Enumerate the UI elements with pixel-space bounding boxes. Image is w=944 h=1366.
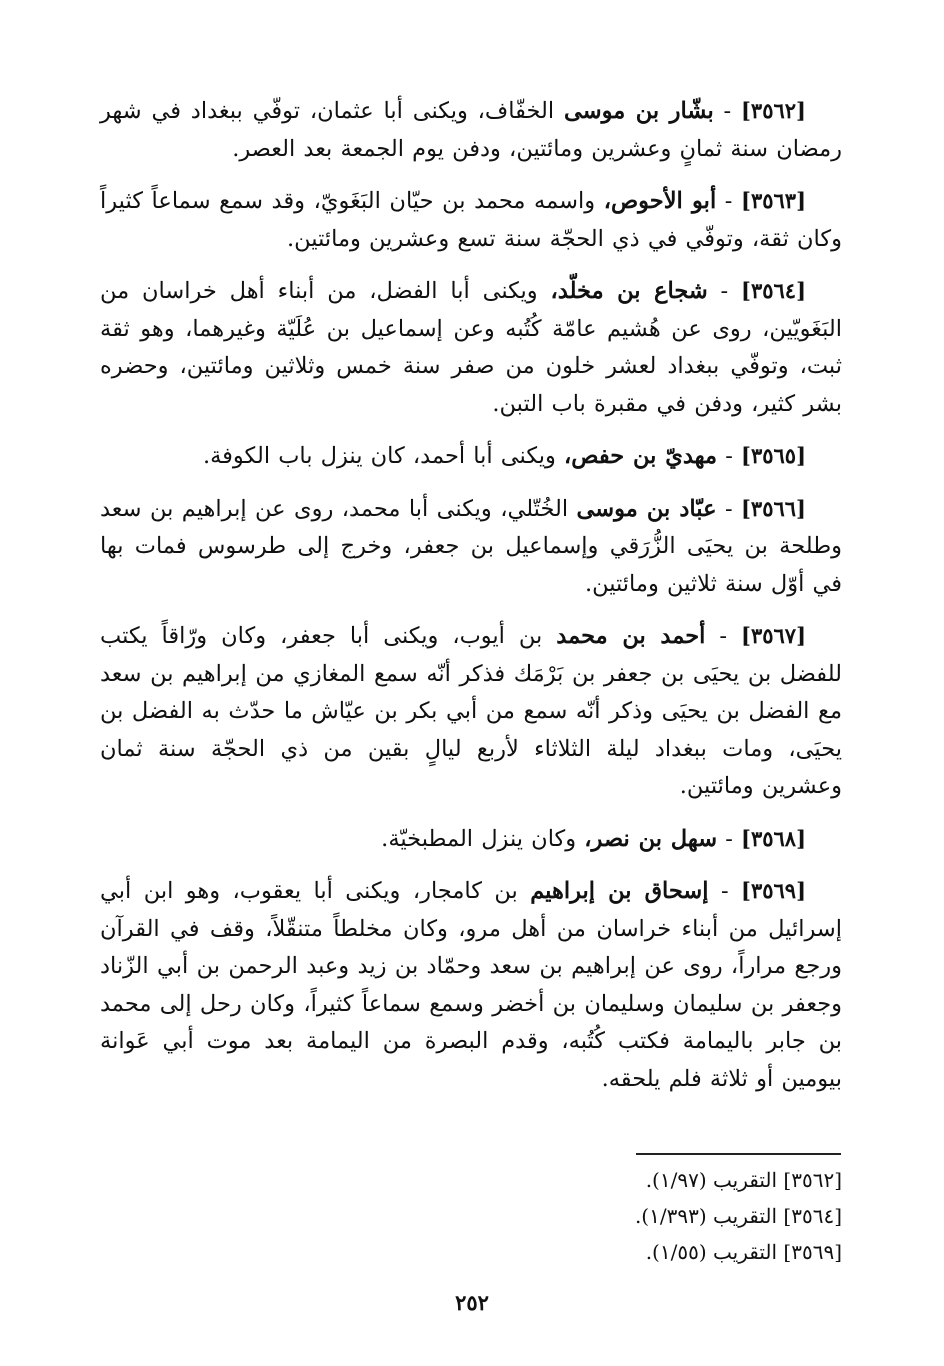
- entry-3566: [٣٥٦٦] - عبّاد بن موسى الخُتّلي، ويكنى أبا محمد، روى عن إبراهيم بن سعد وطلحة بن يحيَى الزُّرَقي وإسماعيل بن جعفر، وخرج إلى طرسوس فمات بها في أوّل سنة ثلاثين ومائتين.: [100, 495, 842, 597]
- entry-number: [٣٥٦٤]: [741, 278, 806, 303]
- page-number: ٢٥٢: [455, 1290, 489, 1315]
- entry-name: بشّار بن موسى: [563, 98, 714, 124]
- entry-3567: [٣٥٦٧] - أحمد بن محمد بن أيوب، ويكنى أبا جعفر، وكان ورّاقاً يكتب للفضل بن يحيَى بن جعفر بن بَرْمَك فذكر أنّه سمع المغازي من إبراهيم بن سعد مع الفضل بن يحيَى وذكر أنّه سمع من أبي بكر بن عيّاش ما حدّث به الفضل بن يحيَى، ومات ببغداد ليلة الثلاثاء لأربع ليالٍ بقين من ذي الحجّة سنة ثمان وعشرين ومائتين.: [100, 623, 842, 799]
- footnote-separator: [636, 1153, 841, 1155]
- entry-number: [٣٥٦٧]: [741, 623, 806, 648]
- entry-text: وكان ينزل المطبخيّة.: [381, 825, 577, 852]
- entry-name: عبّاد بن موسى: [576, 495, 717, 522]
- entry-text: بن أيوب، ويكنى أبا جعفر، وكان ورّاقاً يكتب للفضل بن يحيَى بن جعفر بن بَرْمَك فذكر أنّه سمع المغازي من إبراهيم بن سعد مع الفضل بن يحيَى وذكر أنّه سمع من أبي بكر بن عيّاش ما حدّث به الفضل بن يحيَى، ومات ببغداد ليلة الثلاثاء لأربع ليالٍ بقين من ذي الحجّة سنة ثمان وعشرين ومائتين.: [100, 623, 842, 799]
- main-text: [100, 92, 842, 1112]
- entry-text: ويكنى أبا الفضل، من أبناء أهل خراسان من البَغَويّين، روى عن هُشيم عامّة كُتُبه وعن إسماعيل بن عُلَيّة وغيرهما، وهو ثقة ثبت، وتوفّي ببغداد لعشر خلون من صفر سنة خمس وثلاثين ومائتين، وحضره بشر كثير، ودفن في مقبرة باب التبن.: [100, 278, 842, 417]
- entry-3569: [٣٥٦٩] - إسحاق بن إبراهيم بن كامجار، ويكنى أبا يعقوب، وهو ابن أبي إسرائيل من أبناء خراسان من أهل مرو، وكان مخلطاً متنقّلاً، وقف في القرآن ورجع مراراً، روى عن إبراهيم بن سعد وحمّاد بن زيد وعبد الرحمن بن أبي الزّناد وجعفر بن سليمان وسليمان بن أخضر وسمع سماعاً كثيراً، وكان رحل إلى محمد بن جابر باليمامة فكتب كُتُبه، وقدم البصرة من اليمامة بعد موت أبي عَوانة بيومين أو ثلاثة فلم يلحقه.: [100, 878, 842, 1092]
- entry-3568: [٣٥٦٨] - سهل بن نصر، وكان ينزل المطبخيّة.: [381, 825, 806, 852]
- entry-text: الخُتّلي، ويكنى أبا محمد، روى عن إبراهيم بن سعد وطلحة بن يحيَى الزُّرَقي وإسماعيل بن جعفر، وخرج إلى طرسوس فمات بها في أوّل سنة ثلاثين ومائتين.: [100, 495, 842, 597]
- entry-name: سهل بن نصر،: [584, 825, 718, 852]
- entry-name: شجاع بن مخلّد،: [550, 278, 708, 304]
- footnote-3564: [٣٥٦٤] التقريب (١/٣٩٣).: [634, 1204, 842, 1228]
- entry-3565: [٣٥٦٥] - مهديّ بن حفص، ويكنى أبا أحمد، كان ينزل باب الكوفة.: [202, 443, 806, 469]
- entry-3564: [٣٥٦٤] - شجاع بن مخلّد، ويكنى أبا الفضل، من أبناء أهل خراسان من البَغَويّين، روى عن هُشيم عامّة كُتُبه وعن إسماعيل بن عُلَيّة وغيرهما، وهو ثقة ثبت، وتوفّي ببغداد لعشر خلون من صفر سنة خمس وثلاثين ومائتين، وحضره بشر كثير، ودفن في مقبرة باب التبن.: [100, 278, 842, 417]
- entry-3562: [٣٥٦٢] - بشّار بن موسى الخفّاف، ويكنى أبا عثمان، توفّي ببغداد في شهر رمضان سنة ثمانٍ وعشرين ومائتين، ودفن يوم الجمعة بعد العصر.: [100, 98, 842, 162]
- entry-number: [٣٥٦٣]: [741, 188, 806, 213]
- entry-text: واسمه محمد بن حيّان البَغَويّ، وقد سمع سماعاً كثيراً وكان ثقة، وتوفّي في ذي الحجّة سنة تسع وعشرين ومائتين.: [100, 188, 842, 252]
- footnote-3569: [٣٥٦٩] التقريب (١/٥٥).: [645, 1240, 842, 1264]
- entry-text: بن كامجار، ويكنى أبا يعقوب، وهو ابن أبي إسرائيل من أبناء خراسان من أهل مرو، وكان مخلطاً متنقّلاً، وقف في القرآن ورجع مراراً، روى عن إبراهيم بن سعد وحمّاد بن زيد وعبد الرحمن بن أبي الزّناد وجعفر بن سليمان وسليمان بن أخضر وسمع سماعاً كثيراً، وكان رحل إلى محمد بن جابر باليمامة فكتب كُتُبه، وقدم البصرة من اليمامة بعد موت أبي عَوانة بيومين أو ثلاثة فلم يلحقه.: [100, 878, 842, 1092]
- entry-name: أحمد بن محمد: [556, 623, 706, 649]
- entry-3563: [٣٥٦٣] - أبو الأحوص، واسمه محمد بن حيّان البَغَويّ، وقد سمع سماعاً كثيراً وكان ثقة، وتوفّي في ذي الحجّة سنة تسع وعشرين ومائتين.: [100, 188, 842, 252]
- entry-name: إسحاق بن إبراهيم: [530, 878, 709, 904]
- entry-name: أبو الأحوص،: [603, 188, 717, 214]
- entry-text: ويكنى أبا أحمد، كان ينزل باب الكوفة.: [202, 443, 556, 469]
- entry-text: الخفّاف، ويكنى أبا عثمان، توفّي ببغداد في شهر رمضان سنة ثمانٍ وعشرين ومائتين، ودفن يوم الجمعة بعد العصر.: [100, 98, 842, 162]
- entry-number: [٣٥٦٦]: [740, 495, 806, 521]
- footnote-3562: [٣٥٦٢] التقريب (١/٩٧).: [645, 1168, 842, 1192]
- entry-name: مهديّ بن حفص،: [564, 443, 718, 469]
- footnotes: [422, 1162, 842, 1270]
- entry-number: [٣٥٦٢]: [740, 98, 806, 123]
- entry-number: [٣٥٦٨]: [741, 825, 806, 851]
- entry-number: [٣٥٦٥]: [741, 443, 806, 468]
- entry-number: [٣٥٦٩]: [741, 878, 806, 903]
